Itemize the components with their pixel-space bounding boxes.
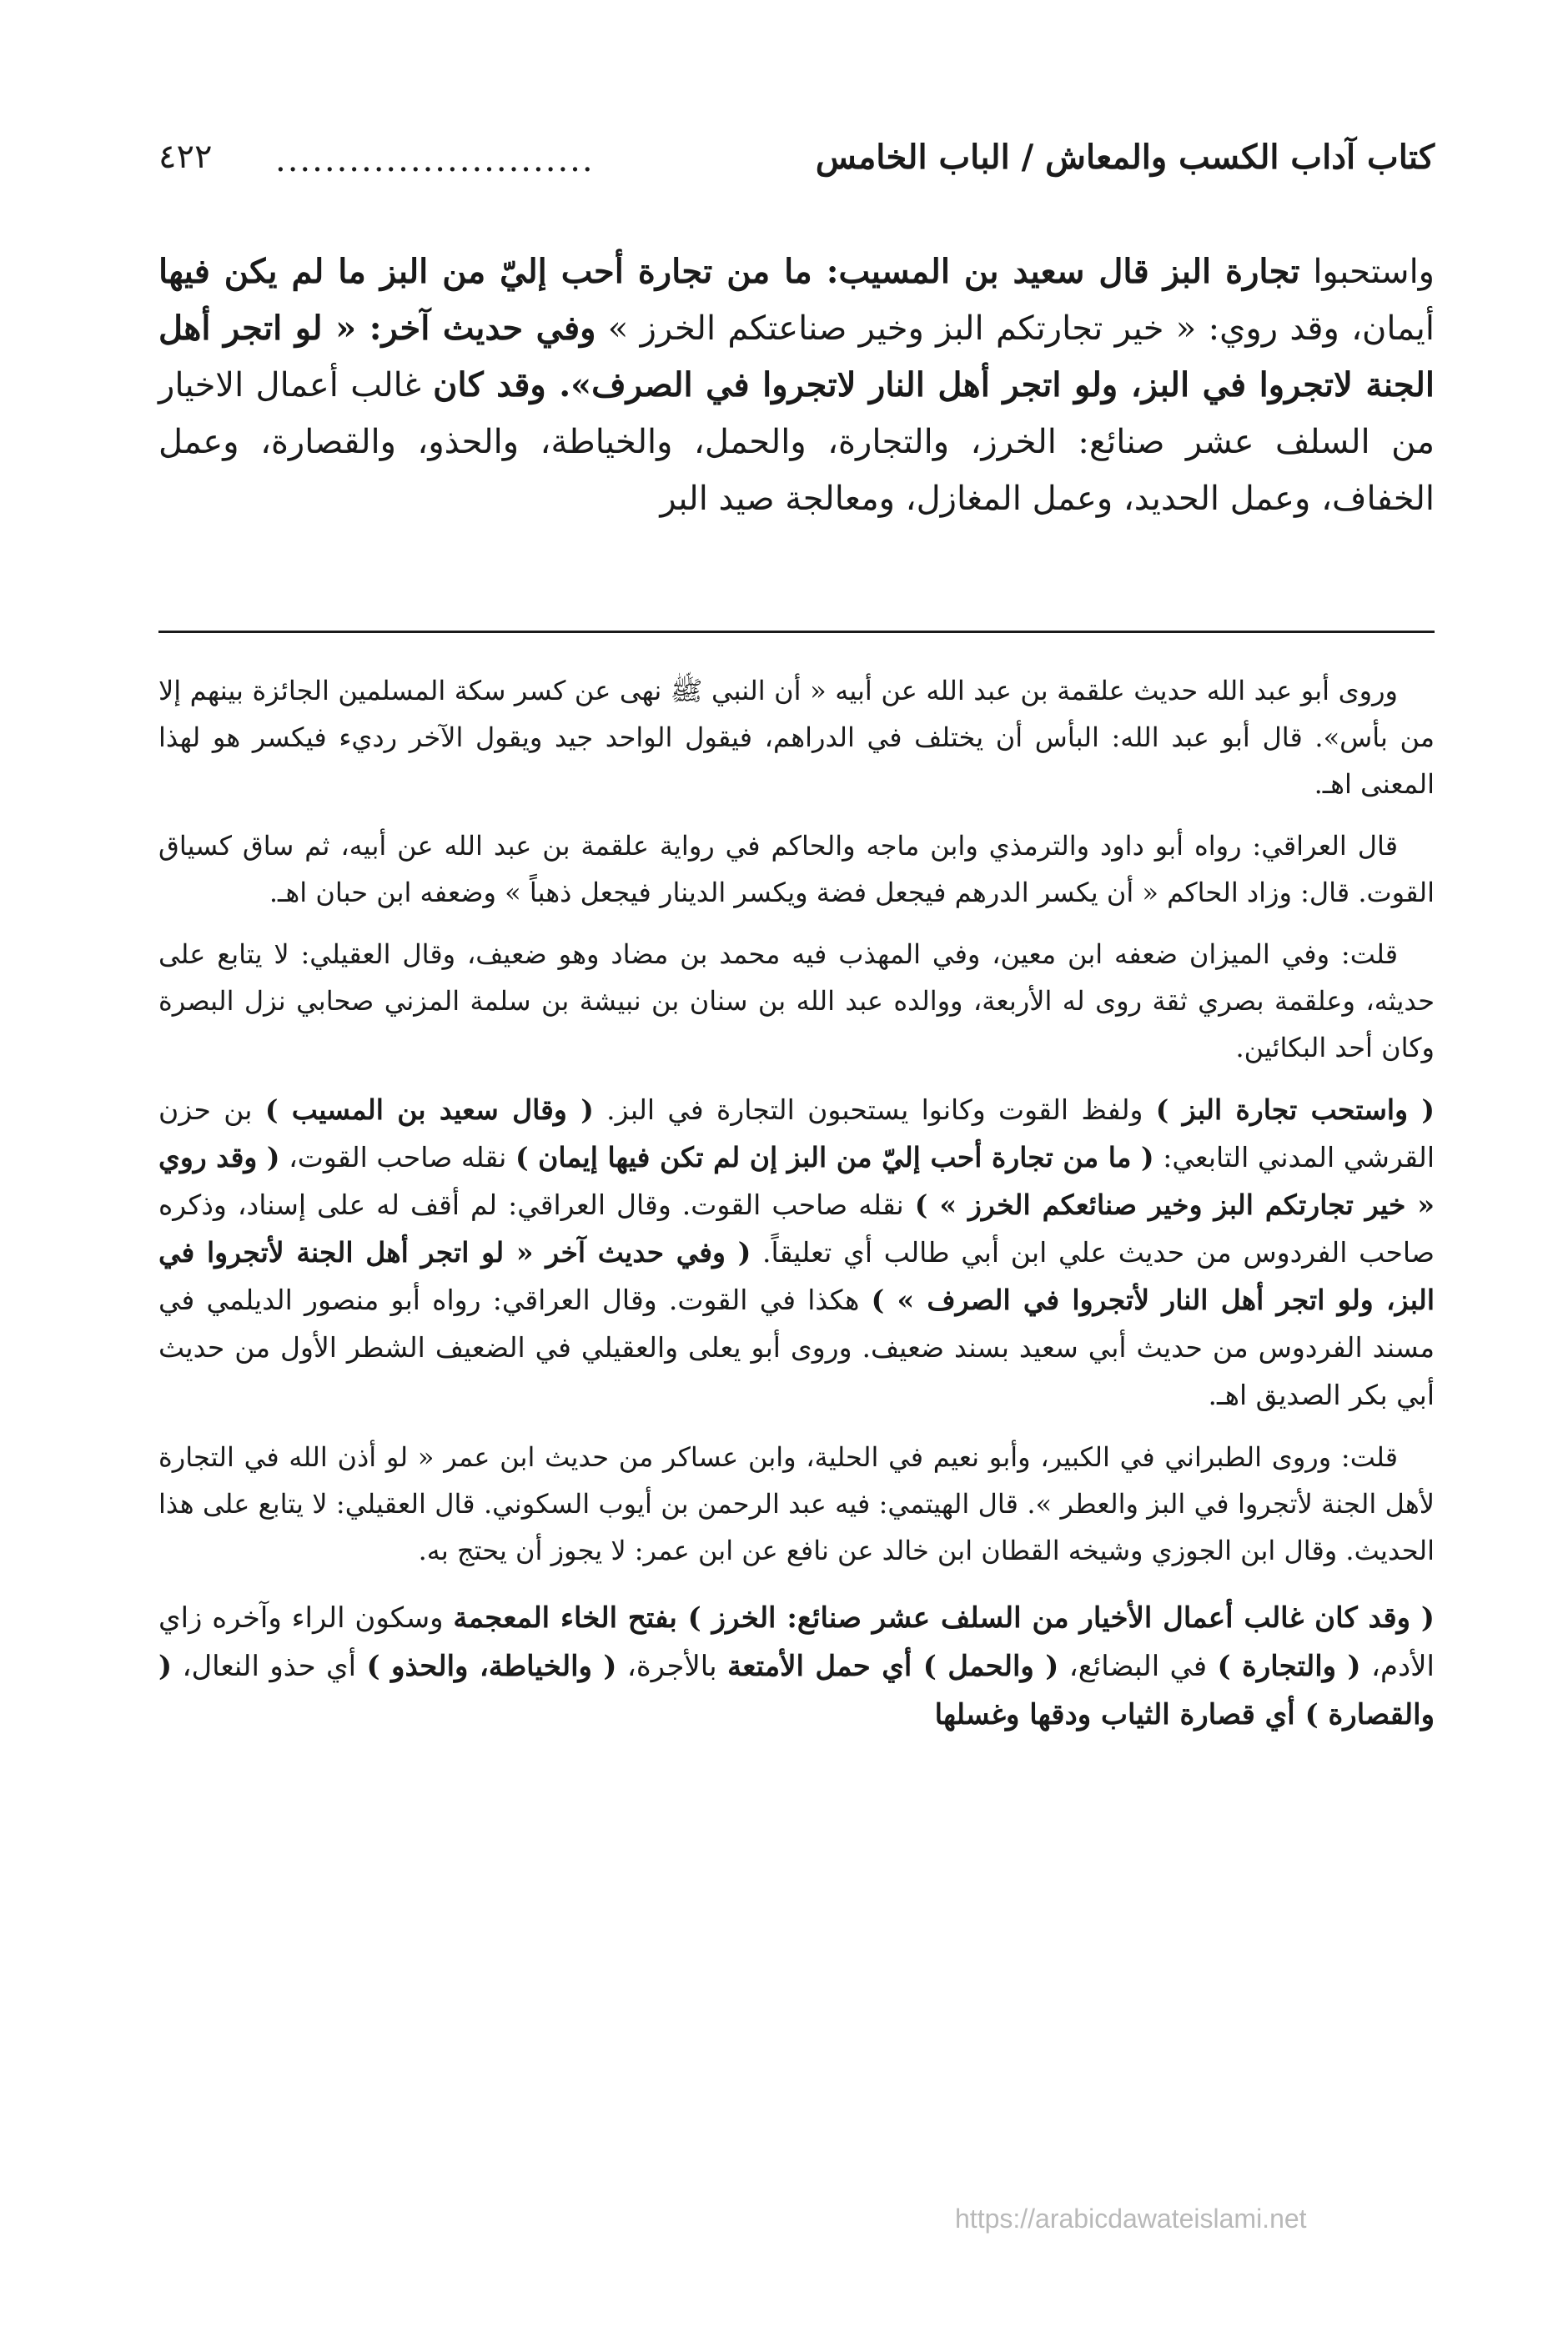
separator-line: [158, 631, 1435, 633]
quoted-matn: ( ما من تجارة أحب إليّ من البز إن لم تكن فيها إيمان ): [515, 1141, 1154, 1174]
commentary-segment: بالأجرة،: [616, 1650, 728, 1683]
quoted-matn: ( والخياطة، والحذو ): [366, 1650, 617, 1683]
quoted-matn: ( وقال سعيد بن المسيب ): [264, 1093, 594, 1126]
commentary-segment: ولفظ القوت وكانوا يستحبون التجارة في البز.: [593, 1093, 1156, 1126]
commentary-segment: أي حذو النعال،: [172, 1650, 367, 1683]
page-number: ٤٢٢: [158, 138, 213, 176]
main-paragraph: [158, 244, 1435, 527]
quoted-matn: ( والقصارة ): [158, 1650, 1435, 1731]
quoted-matn: ( وفي حديث آخر « لو اتجر أهل الجنة لأتجروا في البز، ولو اتجر أهل النار لأتجروا في الصرف » ): [158, 1236, 1435, 1316]
main-text-block: [158, 244, 1435, 527]
chapter-title: كتاب آداب الكسب والمعاش / الباب الخامس: [815, 138, 1435, 177]
commentary-segment: هكذا في القوت. وقال العراقي: رواه أبو منصور الديلمي في مسند الفردوس من حديث أبي سعيد بسند ضعيف. وروى أبو يعلى والعقيلي في الضعيف الشطر الأول من حديث أبي بكر الصديق اهـ.: [158, 1284, 1435, 1411]
main-text-segment: واستحبوا: [1299, 253, 1435, 291]
commentary-segment: في البضائع،: [1058, 1650, 1218, 1683]
footnote-paragraph: قلت: وفي الميزان ضعفه ابن معين، وفي المهذب فيه محمد بن مضاد وهو ضعيف، وقال العقيلي: لا يتابع على حديثه، وعلقمة بصري ثقة روى له الأربعة، ووالده عبد الله بن سنان بن نبيشة بن سلمة المزني صحابي نزل البصرة وكان أحد البكائين.: [158, 938, 1435, 1063]
commentary-block: [158, 667, 1435, 1754]
footnote-paragraph: قال العراقي: رواه أبو داود والترمذي وابن ماجه والحاكم في رواية علقمة بن عبد الله عن أبيه، ثم ساق كسياق القوت. قال: وزاد الحاكم « أن يكسر الدرهم فيجعل فضة ويكسر الدينار فيجعل ذهباً » وضعفه ابن حبان اهـ.: [158, 830, 1435, 908]
commentary-segment: وسكون الراء وآخره زاي الأدم،: [158, 1601, 1435, 1683]
website-watermark: https://arabicdawateislami.net: [955, 2204, 1307, 2234]
footnote-paragraph: قلت: وروى الطبراني في الكبير، وأبو نعيم في الحلية، وابن عساكر من حديث ابن عمر « لو أذن الله في التجارة لأهل الجنة لأتجروا في البز والعطر ». قال الهيتمي: فيه عبد الرحمن بن أيوب السكوني. قال العقيلي: لا يتابع على هذا الحديث. وقال ابن الجوزي وشيخه القطان ابن خالد عن نافع عن ابن عمر: لا يجوز أن يحتج به.: [158, 1441, 1435, 1566]
quoted-matn: ( وقد روي « خير تجارتكم البز وخير صنائعكم الخرز » ): [158, 1141, 1435, 1221]
quoted-matn: ( والحمل ): [922, 1650, 1059, 1683]
commentary-segment: نقله صاحب القوت،: [279, 1141, 515, 1174]
commentary-bold-segment: بفتح الخاء المعجمة: [453, 1601, 688, 1635]
book-page: [158, 0, 1435, 2332]
main-text-segment: غالب أعمال الاخيار من السلف عشر صنائع: الخرز، والتجارة، والحمل، والخياطة، والحذو، والقصارة، وعمل الخفاف، وعمل الحديد، وعمل المغازل، ومعالجة صيد البر: [158, 366, 1435, 518]
main-text-segment: أيمان، وقد روي: « خير تجارتكم البز وخير صناعتكم الخرز »: [596, 309, 1435, 348]
main-text-bold-segment: تجارة البز قال سعيد بن المسيب: ما من تجارة أحب إليّ من البز ما لم يكن فيها: [158, 252, 1300, 291]
commentary-segment: نقله صاحب القوت. وقال العراقي: لم أقف له على إسناد، وذكره صاحب الفردوس من حديث علي ابن أبي طالب أي تعليقاً.: [158, 1189, 1435, 1269]
main-text-bold-segment: وفي حديث آخر: « لو اتجر أهل الجنة لاتجروا في البز، ولو اتجر أهل النار لاتجروا في الصرف». وقد كان: [158, 309, 1435, 405]
header-dot-leader: ..........................: [275, 141, 595, 179]
commentary-bold-segment: أي قصارة الثياب ودقها وغسلها: [934, 1698, 1305, 1731]
commentary-segment: بن حزن القرشي المدني التابعي:: [158, 1093, 1435, 1174]
quoted-matn: ( واستحب تجارة البز ): [1155, 1093, 1435, 1126]
commentary-paragraph: [158, 1086, 1435, 1419]
footnote-paragraph: وروى أبو عبد الله حديث علقمة بن عبد الله عن أبيه « أن النبي ﷺ نهى عن كسر سكة المسلمين الجائزة بينهم إلا من بأس». قال أبو عبد الله: البأس أن يختلف في الدراهم، فيقول الواحد جيد ويقول الآخر رديء فيكسر هو لهذا المعنى اهـ.: [158, 675, 1435, 800]
running-header: [158, 138, 1435, 188]
commentary-bold-segment: أي حمل الأمتعة: [727, 1650, 923, 1683]
quoted-matn: ( وقد كان غالب أعمال الأخيار من السلف عشر صنائع: الخرز ): [687, 1601, 1435, 1635]
quoted-matn: ( والتجارة ): [1217, 1650, 1361, 1683]
commentary-paragraph: [158, 1594, 1435, 1739]
